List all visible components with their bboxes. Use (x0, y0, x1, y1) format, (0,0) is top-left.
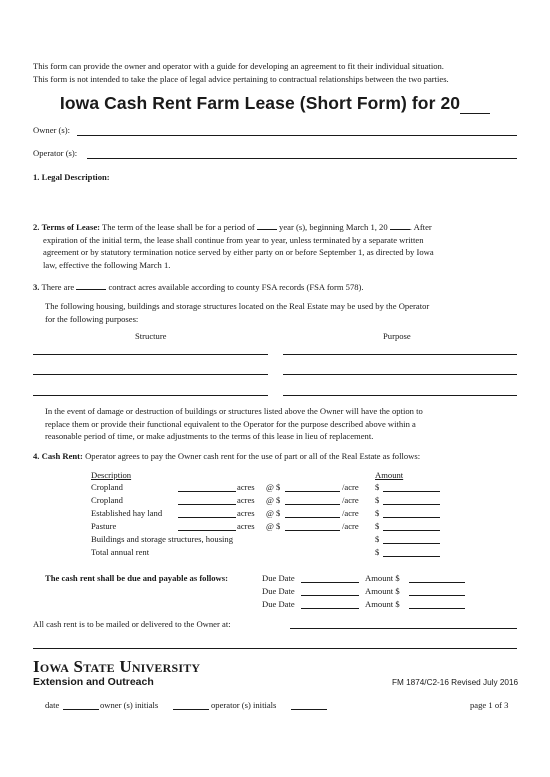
section-2-text-b: year (s), beginning March 1, 20 (279, 222, 388, 232)
housing-text (45, 300, 525, 325)
section-3-line-1 (33, 280, 364, 294)
structure-column-header: Structure (135, 331, 167, 341)
form-number: FM 1874/C2-16 Revised July 2016 (392, 678, 519, 687)
total-label: Total annual rent (91, 547, 150, 557)
section-2-line-4: law, effective the following March 1. (43, 259, 171, 270)
rent-row-2-amount-field[interactable] (383, 504, 440, 505)
page-title (0, 93, 550, 114)
buildings-label: Buildings and storage structures, housing (91, 534, 234, 544)
purpose-field-3[interactable] (283, 395, 517, 396)
section-2-line-1 (33, 220, 523, 234)
section-3-text-a: There are (41, 282, 75, 292)
rent-row-2-per: /acre (342, 495, 359, 505)
structure-field-2[interactable] (33, 374, 268, 375)
logo-line-1: Iowa State University (33, 657, 201, 676)
due-amount-label-3: Amount $ (365, 599, 400, 609)
rent-row-3-acres-field[interactable] (178, 517, 236, 518)
section-2 (33, 220, 523, 271)
rent-row-4-rate-field[interactable] (285, 530, 340, 531)
due-amount-field-2[interactable] (409, 595, 465, 596)
rent-row-3-amount-field[interactable] (383, 517, 440, 518)
footer-owner-initials-field[interactable] (173, 709, 209, 710)
page-number: page 1 of 3 (470, 700, 509, 710)
owner-field[interactable] (77, 135, 517, 136)
mailed-label: All cash rent is to be mailed or delivered to the Owner at: (33, 619, 231, 629)
buildings-amount-field[interactable] (383, 543, 440, 544)
rent-row-1-acres-label: acres (237, 482, 255, 492)
title-year-blank[interactable] (460, 97, 490, 114)
rent-row-3-per: /acre (342, 508, 359, 518)
intro-line-1: This form can provide the owner and operator with a guide for developing an agreement to fit their individual situation. (33, 61, 444, 71)
contract-acres-field[interactable] (76, 280, 106, 290)
due-amount-field-3[interactable] (409, 608, 465, 609)
section-1-title: Legal Description: (41, 172, 110, 182)
due-heading-text: The cash rent shall be due and payable as follows: (45, 573, 228, 583)
operator-field[interactable] (87, 158, 517, 159)
rent-row-4-acres-label: acres (237, 521, 255, 531)
rent-row-4-acres-field[interactable] (178, 530, 236, 531)
due-date-field-3[interactable] (301, 608, 359, 609)
owner-label: Owner (s): (33, 125, 70, 135)
due-date-label-2: Due Date (262, 586, 295, 596)
footer-operator-initials-field[interactable] (291, 709, 327, 710)
damage-line-2: replace them or provide their functional equivalent to the Operator for the purpose described above within a (45, 418, 416, 429)
rent-row-1-per: /acre (342, 482, 359, 492)
total-amount-field[interactable] (383, 556, 440, 557)
rent-row-4-dollar: $ (375, 521, 380, 531)
rent-row-1-desc: Cropland (91, 482, 123, 492)
damage-line-3: reasonable period of time, or make adjustments to the terms of this lease in lieu of replacement. (45, 431, 374, 442)
total-dollar: $ (375, 547, 380, 557)
rent-row-4-per: /acre (342, 521, 359, 531)
purpose-field-1[interactable] (283, 354, 517, 355)
due-amount-label-2: Amount $ (365, 586, 400, 596)
due-date-field-1[interactable] (301, 582, 359, 583)
rent-row-2-rate-field[interactable] (285, 504, 340, 505)
footer-owner-initials-label: owner (s) initials (100, 700, 159, 710)
structure-field-1[interactable] (33, 354, 268, 355)
rent-row-2-dollar: $ (375, 495, 380, 505)
rent-row-2-acres-field[interactable] (178, 504, 236, 505)
section-2-number: 2. (33, 222, 40, 232)
due-amount-field-1[interactable] (409, 582, 465, 583)
footer-date-label: date (45, 700, 60, 710)
section-4-line-1 (33, 450, 420, 463)
intro-text (33, 60, 523, 85)
damage-line-1: In the event of damage or destruction of buildings or structures listed above the Owner will have the option to (45, 406, 423, 416)
isu-logo-wordmark (33, 657, 200, 677)
description-column-header: Description (91, 470, 132, 480)
rent-row-1-rate-field[interactable] (285, 491, 340, 492)
rent-row-3-desc: Established hay land (91, 508, 163, 518)
operator-label: Operator (s): (33, 148, 78, 158)
lease-start-year-field[interactable] (390, 220, 410, 230)
due-heading (45, 573, 228, 583)
rent-row-2-desc: Cropland (91, 495, 123, 505)
structure-field-3[interactable] (33, 395, 268, 396)
housing-line-2: for the following purposes: (45, 313, 139, 324)
section-4-title: Cash Rent: (41, 451, 83, 461)
rent-row-3-at: @ $ (266, 508, 281, 518)
isu-logo-subtitle: Extension and Outreach (33, 676, 154, 688)
due-date-label-1: Due Date (262, 573, 295, 583)
buildings-dollar: $ (375, 534, 380, 544)
lease-years-field[interactable] (257, 220, 277, 230)
section-2-title: Terms of Lease: (41, 222, 101, 232)
rent-row-3-acres-label: acres (237, 508, 255, 518)
rent-row-1-at: @ $ (266, 482, 281, 492)
due-amount-label-1: Amount $ (365, 573, 400, 583)
section-4-number: 4. (33, 451, 40, 461)
section-1-number: 1. (33, 172, 40, 182)
damage-text (45, 405, 525, 443)
rent-row-4-desc: Pasture (91, 521, 117, 531)
mailed-address-field-1[interactable] (290, 628, 517, 629)
section-2-line-3: agreement or by statutory termination notice served by either party on or before September 1, as directed by Iowa (43, 247, 434, 258)
section-2-text-c: . After (409, 222, 432, 232)
footer-operator-initials-label: operator (s) initials (211, 700, 277, 710)
rent-row-4-amount-field[interactable] (383, 530, 440, 531)
rent-row-4-at: @ $ (266, 521, 281, 531)
rent-row-1-dollar: $ (375, 482, 380, 492)
amount-column-header: Amount (375, 470, 404, 480)
title-text: Iowa Cash Rent Farm Lease (Short Form) for 20 (59, 93, 461, 113)
due-date-label-3: Due Date (262, 599, 295, 609)
intro-line-2: This form is not intended to take the place of legal advice pertaining to contractual relationships between the two parties. (33, 73, 449, 84)
housing-line-1: The following housing, buildings and storage structures located on the Real Estate may be used by the Operator (45, 301, 430, 311)
due-date-field-2[interactable] (301, 595, 359, 596)
mailed-address-field-2[interactable] (33, 648, 517, 649)
section-4-text: Operator agrees to pay the Owner cash rent for the use of part or all of the Real Estate as follows: (85, 451, 421, 461)
rent-row-2-acres-label: acres (237, 495, 255, 505)
section-2-line-2: expiration of the initial term, the lease shall continue from year to year, unless terminated by a separate written (43, 234, 424, 245)
rent-row-3-dollar: $ (375, 508, 380, 518)
purpose-field-2[interactable] (283, 374, 517, 375)
footer-date-field[interactable] (63, 709, 99, 710)
rent-row-3-rate-field[interactable] (285, 517, 340, 518)
rent-row-1-acres-field[interactable] (178, 491, 236, 492)
section-1-heading (33, 172, 110, 182)
section-2-text-a: The term of the lease shall be for a period of (102, 222, 255, 232)
section-3-text-b: contract acres available according to county FSA records (FSA form 578). (108, 282, 364, 292)
section-3-number: 3. (33, 282, 40, 292)
purpose-column-header: Purpose (383, 331, 411, 341)
rent-row-1-amount-field[interactable] (383, 491, 440, 492)
rent-row-2-at: @ $ (266, 495, 281, 505)
